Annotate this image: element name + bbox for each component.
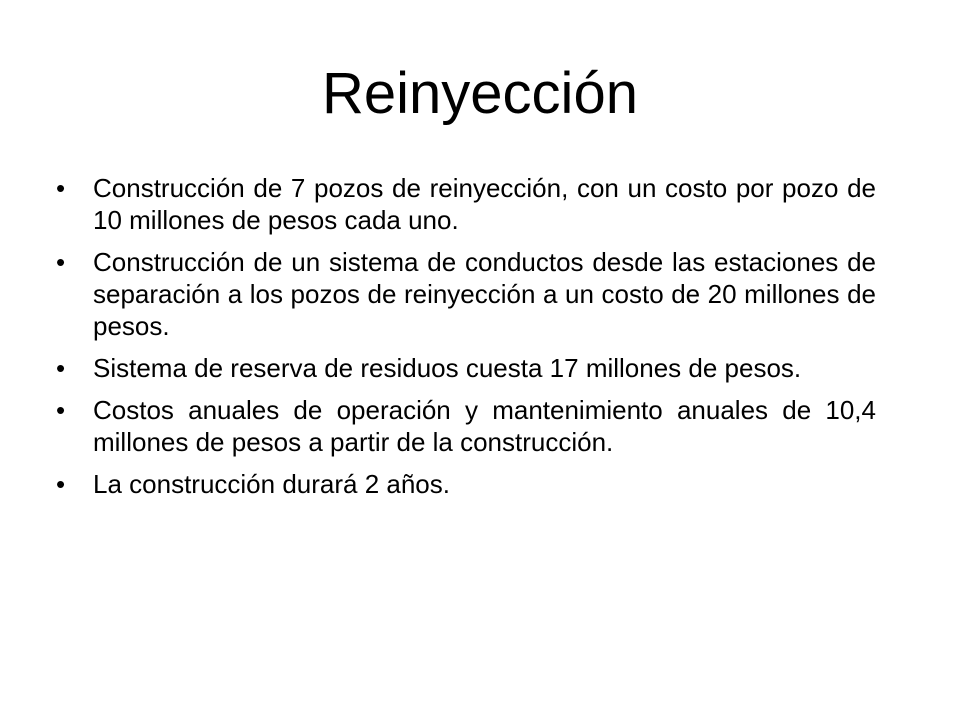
bullet-text: La construcción durará 2 años.: [93, 469, 450, 499]
bullet-dot-icon: •: [56, 353, 66, 383]
slide-title: Reinyección: [322, 61, 638, 126]
bullet-item: [56, 394, 876, 458]
bullet-list: [56, 172, 876, 510]
bullet-dot-icon: •: [56, 173, 66, 203]
bullet-item: [56, 352, 876, 384]
bullet-text: Construcción de 7 pozos de reinyección, con un costo por pozo de 10 millones de pesos cada uno.: [93, 173, 876, 235]
bullet-item: [56, 468, 876, 500]
bullet-dot-icon: •: [56, 395, 66, 425]
bullet-text: Construcción de un sistema de conductos desde las estaciones de separación a los pozos de reinyección a un costo de 20 millones de pesos.: [93, 247, 876, 341]
bullet-dot-icon: •: [56, 247, 66, 277]
bullet-text: Sistema de reserva de residuos cuesta 17 millones de pesos.: [93, 353, 802, 383]
bullet-dot-icon: •: [56, 469, 66, 499]
bullet-item: [56, 172, 876, 236]
bullet-item: [56, 246, 876, 342]
bullet-text: Costos anuales de operación y mantenimiento anuales de 10,4 millones de pesos a partir de la construcción.: [93, 395, 876, 457]
